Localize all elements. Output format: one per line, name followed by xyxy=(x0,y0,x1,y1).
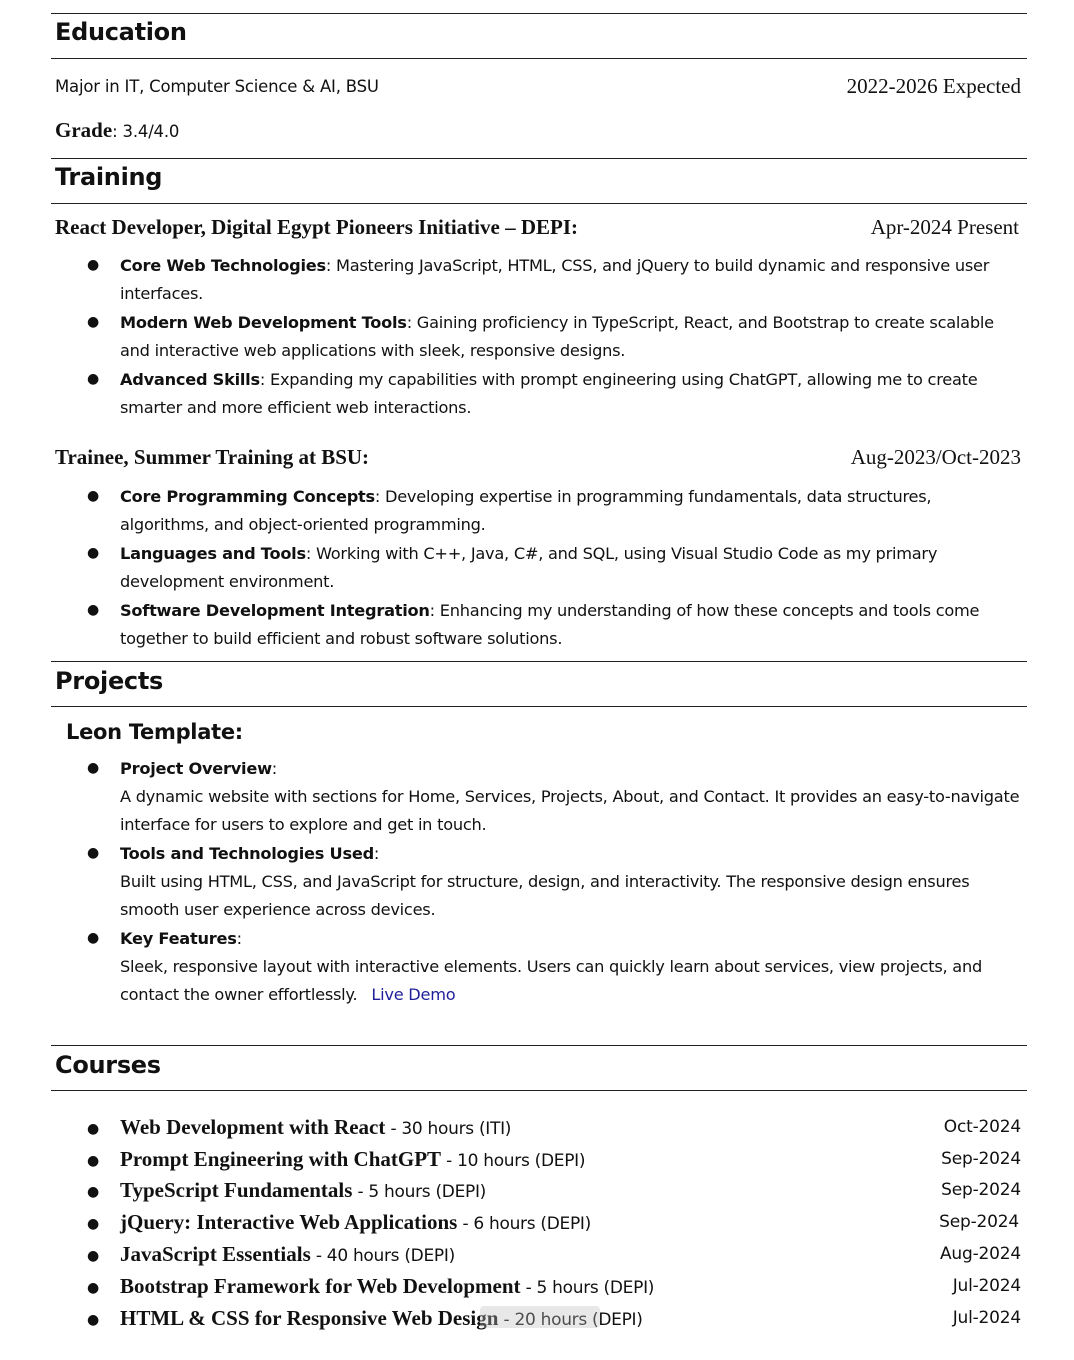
project-title: Leon Template: xyxy=(66,720,243,744)
training-entry-dates: Aug-2023/Oct-2023 xyxy=(850,445,1021,469)
training-bullet: Modern Web Development Tools: Gaining proficiency in TypeScript, React, and Bootstrap to create scalable and interactive web applications with sleek, responsive designs. xyxy=(120,313,994,360)
bullet-icon xyxy=(87,845,99,861)
course-date: Sep-2024 xyxy=(941,1180,1021,1200)
bullet-icon xyxy=(87,1121,99,1137)
training-entry-title: React Developer, Digital Egypt Pioneers Initiative – DEPI: xyxy=(55,215,578,239)
project-bullet: Tools and Technologies Used: Built using HTML, CSS, and JavaScript for structure, design, and interactivity. The responsive design ensures smooth user experience across devices. xyxy=(120,844,970,919)
course-item: Web Development with React - 30 hours (ITI) xyxy=(120,1115,512,1139)
section-divider xyxy=(51,1090,1027,1091)
course-date: Jul-2024 xyxy=(952,1308,1021,1328)
course-item: Prompt Engineering with ChatGPT - 10 hours (DEPI) xyxy=(120,1147,586,1171)
training-bullet: Software Development Integration: Enhancing my understanding of how these concepts and tools come together to build efficient and robust software solutions. xyxy=(120,601,980,648)
course-date: Sep-2024 xyxy=(939,1212,1019,1232)
course-date: Sep-2024 xyxy=(941,1149,1021,1169)
training-bullet: Advanced Skills: Expanding my capabilities with prompt engineering using ChatGPT, allowing me to create smarter and more efficient web interactions. xyxy=(120,370,978,417)
education-dates: 2022-2026 Expected xyxy=(846,74,1021,98)
section-divider xyxy=(51,1045,1027,1046)
bullet-icon xyxy=(87,930,99,946)
course-item: JavaScript Essentials - 40 hours (DEPI) xyxy=(120,1242,455,1266)
project-bullet: Key Features: Sleek, responsive layout with interactive elements. Users can quickly learn about services, view projects, and contact the owner effortlessly. Live Demo xyxy=(120,929,983,1004)
education-heading: Education xyxy=(55,18,187,46)
course-date: Oct-2024 xyxy=(943,1117,1021,1137)
course-item: TypeScript Fundamentals - 5 hours (DEPI) xyxy=(120,1178,487,1202)
bullet-icon xyxy=(87,1248,99,1264)
live-demo-link[interactable]: Live Demo xyxy=(371,985,456,1004)
bullet-icon xyxy=(87,257,99,273)
bullet-icon xyxy=(87,488,99,504)
courses-heading: Courses xyxy=(55,1051,161,1079)
bullet-icon xyxy=(87,1216,99,1232)
bullet-icon xyxy=(87,314,99,330)
section-divider xyxy=(51,13,1027,14)
course-item: jQuery: Interactive Web Applications - 6 hours (DEPI) xyxy=(120,1210,591,1234)
section-divider xyxy=(51,203,1027,204)
bullet-icon xyxy=(87,1153,99,1169)
course-item: HTML & CSS for Responsive Web Design - 20 hours (DEPI) xyxy=(120,1306,643,1330)
training-bullet: Languages and Tools: Working with C++, Java, C#, and SQL, using Visual Studio Code as my primary development environment. xyxy=(120,544,938,591)
bullet-icon xyxy=(87,545,99,561)
bullet-icon xyxy=(87,1184,99,1200)
projects-heading: Projects xyxy=(55,667,164,695)
training-bullet: Core Web Technologies: Mastering JavaScript, HTML, CSS, and jQuery to build dynamic and responsive user interfaces. xyxy=(120,256,990,303)
watermark-overlay xyxy=(480,1306,600,1328)
training-entry-dates: Apr-2024 Present xyxy=(870,215,1019,239)
education-grade xyxy=(55,118,179,143)
bullet-icon xyxy=(87,602,99,618)
section-divider xyxy=(51,158,1027,159)
bullet-icon xyxy=(87,1312,99,1328)
section-divider xyxy=(51,661,1027,662)
project-bullet: Project Overview: A dynamic website with sections for Home, Services, Projects, About, and Contact. It provides an easy-to-navigate interface for users to explore and get in touch. xyxy=(120,759,1020,834)
training-heading: Training xyxy=(55,163,163,191)
section-divider xyxy=(51,706,1027,707)
course-date: Aug-2024 xyxy=(940,1244,1021,1264)
grade-label: Grade xyxy=(55,118,113,142)
education-degree: Major in IT, Computer Science & AI, BSU xyxy=(55,77,379,96)
training-entry-title: Trainee, Summer Training at BSU: xyxy=(55,445,370,469)
bullet-icon xyxy=(87,371,99,387)
course-date: Jul-2024 xyxy=(952,1276,1021,1296)
course-item: Bootstrap Framework for Web Development - 5 hours (DEPI) xyxy=(120,1274,655,1298)
section-divider xyxy=(51,58,1027,59)
bullet-icon xyxy=(87,760,99,776)
bullet-icon xyxy=(87,1280,99,1296)
grade-value: : 3.4/4.0 xyxy=(112,122,180,141)
training-bullet: Core Programming Concepts: Developing expertise in programming fundamentals, data structures, algorithms, and object-oriented programming. xyxy=(120,487,932,534)
